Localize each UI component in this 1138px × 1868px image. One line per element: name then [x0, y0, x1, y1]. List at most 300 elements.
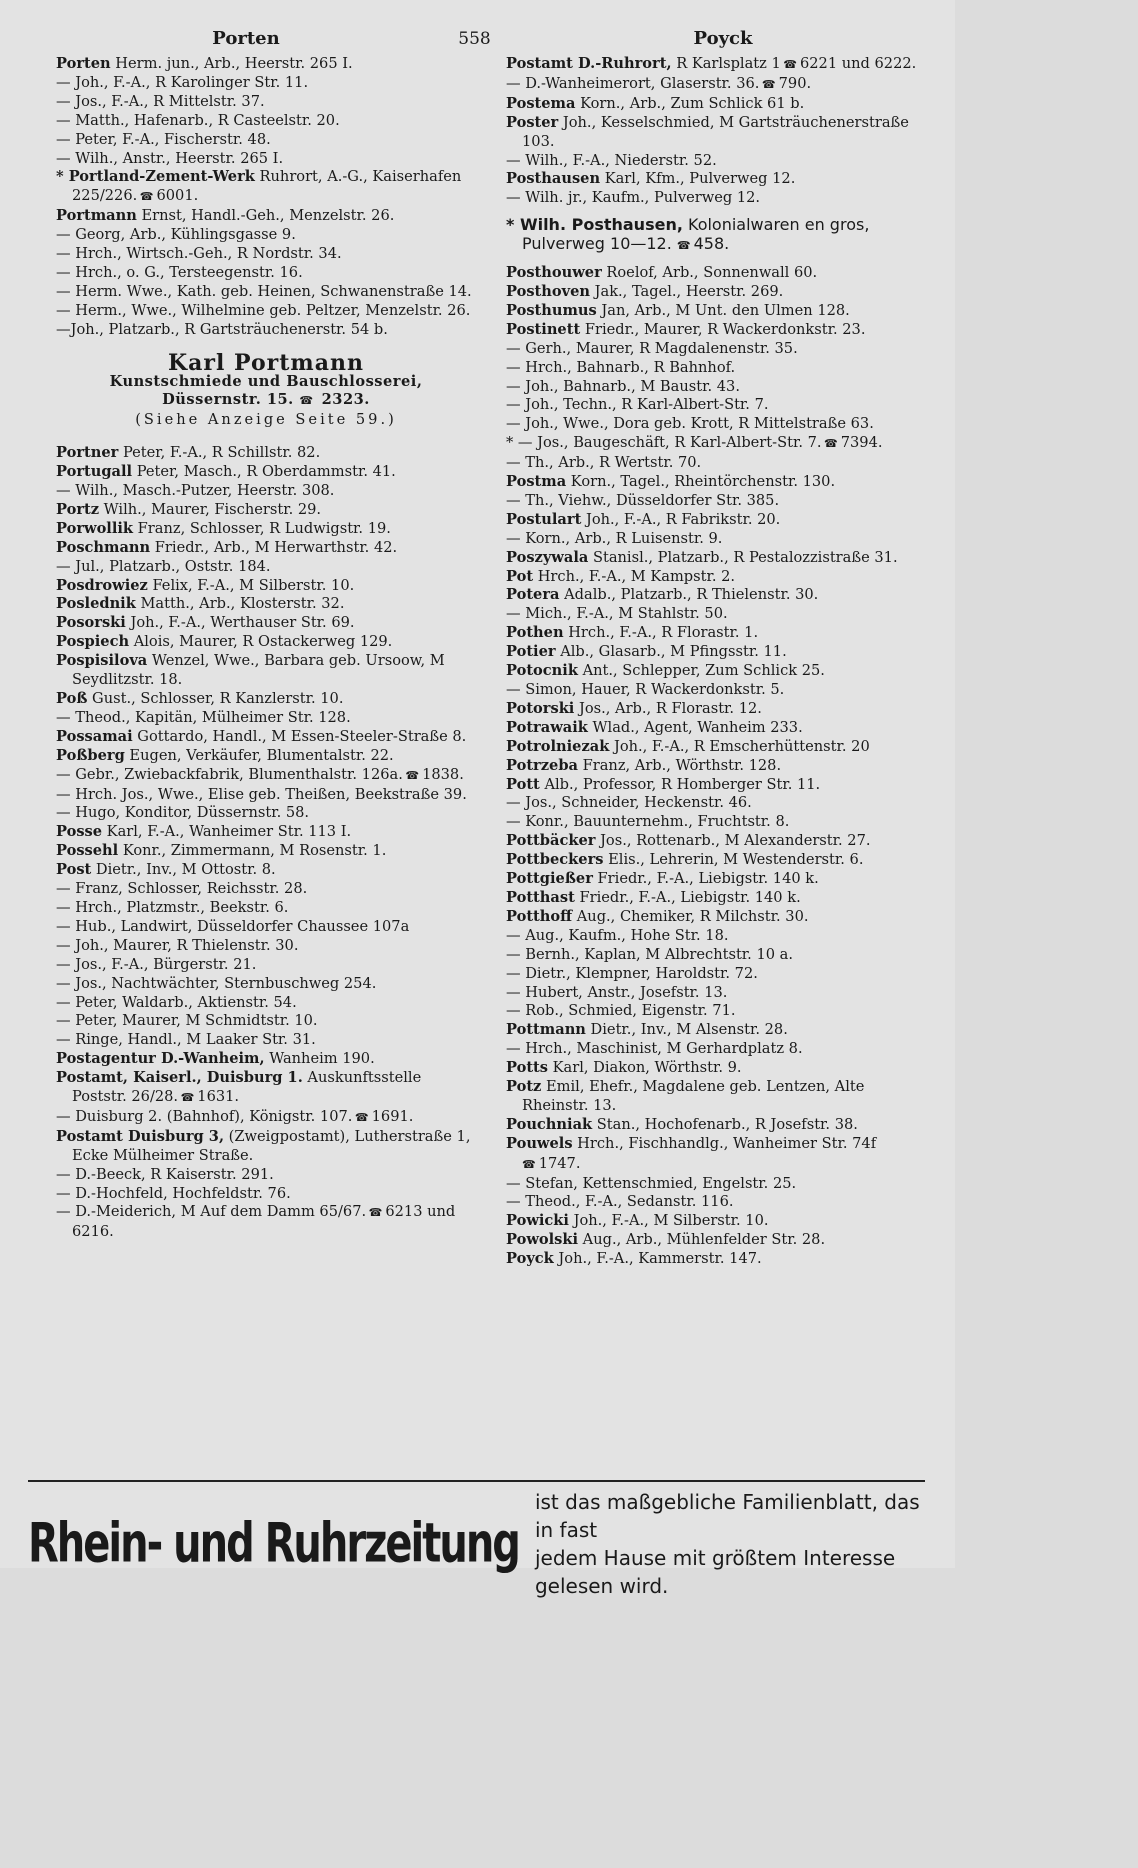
telephone-icon: ☎	[352, 1110, 368, 1124]
entry-details: — D.-Meiderich, M Auf dem Damm 65/67.	[56, 1203, 367, 1221]
directory-entry	[56, 1203, 476, 1242]
entry-surname: Potrzeba	[506, 756, 578, 774]
entry-surname: Postamt, Kaiserl., Duisburg 1.	[56, 1069, 303, 1087]
directory-entry	[506, 95, 926, 114]
entry-details: — Th., Viehw., Düsseldorfer Str. 385.	[506, 491, 780, 509]
directory-entry	[506, 719, 926, 738]
directory-entry	[56, 766, 476, 786]
entry-surname: Pott	[506, 775, 540, 793]
directory-entry	[56, 899, 476, 918]
entry-surname: Postinett	[506, 320, 581, 338]
directory-entry	[506, 813, 926, 832]
entry-details: — Konr., Bauunternehm., Fruchtstr. 8.	[506, 813, 790, 831]
directory-entry	[506, 340, 926, 359]
entry-surname: Pouwels	[506, 1134, 573, 1152]
directory-entry	[56, 994, 476, 1013]
entry-details: Karl, Kfm., Pulverweg 12.	[600, 170, 796, 188]
entry-details: Franz, Arb., Wörthstr. 128.	[577, 756, 782, 774]
entry-details: — Wilh., F.-A., Niederstr. 52.	[506, 151, 717, 169]
entry-details: R Karlsplatz 1	[671, 55, 781, 72]
entry-details: Friedr., F.-A., Liebigstr. 140 k.	[592, 870, 819, 888]
entry-surname: Posthausen	[506, 170, 601, 188]
entry-details: — Th., Arb., R Wertstr. 70.	[506, 454, 702, 472]
entry-phone: 790.	[778, 74, 812, 92]
entry-details: Ruhrort, A.-G., Kaiserhafen 225/226.	[72, 168, 462, 205]
entry-details: — Wilh., Anstr., Heerstr. 265 I.	[56, 149, 284, 167]
entry-details: Aug., Arb., Mühlenfelder Str. 28.	[578, 1231, 826, 1249]
entry-details: (Zweigpostamt), Lutherstraße 1, Ecke Mülheimer Straße.	[72, 1127, 471, 1164]
directory-entry	[506, 889, 926, 908]
entry-details: Hrch., F.-A., R Florastr. 1.	[563, 624, 759, 642]
entry-details: — Gebr., Zwiebackfabrik, Blumenthalstr. 126a.	[56, 765, 403, 783]
entry-details: — Hugo, Konditor, Düssernstr. 58.	[56, 804, 310, 822]
entry-phone: 1838.	[422, 765, 464, 783]
ad-reference: (Siehe Anzeige Seite 59.)	[135, 411, 397, 429]
directory-entry	[56, 956, 476, 975]
entry-details: Wenzel, Wwe., Barbara geb. Ursoow, M Seydlitzstr. 18.	[72, 652, 445, 689]
right-column	[506, 55, 926, 1269]
directory-entry	[506, 605, 926, 624]
directory-entry	[56, 786, 476, 805]
entry-details: Joh., F.-A., Kammerstr. 147.	[553, 1250, 762, 1268]
entry-details: — Hrch., o. G., Tersteegenstr. 16.	[56, 263, 303, 281]
directory-entry	[506, 984, 926, 1003]
directory-entry	[506, 908, 926, 927]
entry-details: — Jos., F.-A., R Mittelstr. 37.	[56, 92, 265, 110]
entry-surname: Posdrowiez	[56, 576, 148, 594]
columns	[56, 55, 933, 1269]
entry-surname: Porwollik	[56, 519, 134, 537]
entry-details: Peter, F.-A., R Schillstr. 82.	[118, 444, 321, 462]
directory-entry	[506, 568, 926, 587]
directory-entry	[506, 396, 926, 415]
telephone-icon: ☎	[780, 58, 796, 71]
entry-details: Friedr., F.-A., Liebigstr. 140 k.	[574, 888, 801, 906]
posthausen-advertisement	[506, 216, 926, 256]
directory-entry	[506, 1059, 926, 1078]
entry-surname: Pottbeckers	[506, 851, 604, 869]
entry-details: Roelof, Arb., Sonnenwall 60.	[601, 264, 818, 282]
directory-entry	[56, 264, 476, 283]
entry-details: Emil, Ehefr., Magdalene geb. Lentzen, Alte Rheinstr. 13.	[522, 1078, 865, 1114]
directory-entry	[56, 975, 476, 994]
directory-entry	[506, 473, 926, 492]
entry-details: — Herm., Wwe., Wilhelmine geb. Peltzer, Menzelstr. 26.	[56, 301, 471, 319]
entry-details: Dietr., Inv., M Ottostr. 8.	[91, 861, 276, 879]
latin-ad-name: * Wilh. Posthausen,	[506, 215, 683, 235]
directory-entry	[506, 965, 926, 984]
entry-details: Wanheim 190.	[264, 1050, 375, 1068]
entry-surname: Pospiech	[56, 633, 130, 651]
directory-entry	[506, 832, 926, 851]
directory-entry	[56, 93, 476, 112]
directory-entry	[506, 114, 926, 152]
entry-surname: Pothen	[506, 624, 564, 642]
directory-entry	[56, 861, 476, 880]
entry-details: — Wilh. jr., Kaufm., Pulverweg 12.	[506, 189, 761, 207]
entry-details: — Hrch., Wirtsch.-Geh., R Nordstr. 34.	[56, 245, 342, 263]
directory-entry	[506, 586, 926, 605]
entry-surname: Potier	[506, 643, 556, 661]
telephone-icon: ☎	[676, 239, 690, 253]
entry-details: — Duisburg 2. (Bahnhof), Königstr. 107.	[56, 1107, 353, 1125]
entry-details: — Simon, Hauer, R Wackerdonkstr. 5.	[506, 681, 785, 698]
entry-surname: Pottbäcker	[506, 832, 596, 850]
entry-phone: 1631.	[197, 1088, 240, 1106]
entry-details: Stan., Hochofenarb., R Josefstr. 38.	[592, 1115, 858, 1133]
directory-entry	[506, 152, 926, 171]
directory-entry	[506, 662, 926, 681]
directory-entry	[506, 1212, 926, 1231]
directory-entry	[56, 842, 476, 861]
entry-details: Alb., Glasarb., M Pfingsstr. 11.	[555, 643, 787, 661]
entry-details: — Matth., Hafenarb., R Casteelstr. 20.	[56, 111, 340, 129]
slogan-line1: ist das maßgebliche Familienblatt, das in fast	[534, 1490, 920, 1542]
entry-details: — Franz, Schlosser, Reichsstr. 28.	[56, 880, 308, 898]
directory-entry	[506, 1231, 926, 1250]
directory-entry	[506, 55, 926, 75]
entry-details: — Hrch., Bahnarb., R Bahnhof.	[506, 358, 736, 376]
entry-details: — Jos., F.-A., Bürgerstr. 21.	[56, 955, 257, 973]
entry-surname: Post	[56, 861, 92, 879]
entry-phone: 1747.	[538, 1154, 581, 1172]
entry-details: Joh., F.-A., Werthauser Str. 69.	[125, 614, 355, 632]
entry-details: Joh., F.-A., M Silberstr. 10.	[568, 1212, 769, 1230]
directory-entry	[56, 55, 476, 74]
entry-details: — Rob., Schmied, Eigenstr. 71.	[506, 1002, 736, 1020]
directory-entry	[56, 558, 476, 577]
entry-surname: Posthoven	[506, 282, 590, 300]
directory-entry	[56, 131, 476, 150]
directory-entry	[506, 700, 926, 719]
directory-entry	[56, 520, 476, 539]
latin-ad-text: Kolonialwaren en gros, Pulverweg 10—12.	[522, 215, 870, 254]
slogan-line2: jedem Hause mit größtem Interesse gelesen wird.	[534, 1546, 896, 1598]
directory-entry	[56, 918, 476, 937]
entry-details: Herm. jun., Arb., Heerstr. 265 I.	[110, 55, 353, 72]
entry-details: — Aug., Kaufm., Hohe Str. 18.	[506, 926, 729, 944]
left-running-head: Porten	[212, 28, 280, 49]
entry-details: Konr., Zimmermann, M Rosenstr. 1.	[118, 842, 387, 860]
ad-line2	[56, 391, 476, 411]
entry-phone: 6213 und 6216.	[72, 1203, 456, 1241]
entry-details: Eugen, Verkäufer, Blumentalstr. 22.	[124, 746, 394, 764]
entry-details: Gottardo, Handl., M Essen-Steeler-Straße 8.	[132, 727, 467, 745]
directory-entry	[56, 652, 476, 690]
telephone-icon: ☎	[137, 190, 153, 204]
entry-surname: Poschmann	[56, 538, 151, 556]
entry-details: — Peter, F.-A., Fischerstr. 48.	[56, 130, 271, 148]
entry-surname: Posthouwer	[506, 264, 602, 282]
directory-entry	[506, 170, 926, 189]
entry-details: — Theod., F.-A., Sedanstr. 116.	[506, 1193, 734, 1211]
directory-entry	[506, 776, 926, 795]
entry-details: — Jos., Schneider, Heckenstr. 46.	[506, 794, 752, 812]
entry-surname: Potrolniezak	[506, 737, 610, 755]
entry-details: Wilh., Maurer, Fischerstr. 29.	[99, 500, 322, 518]
directory-entry	[56, 1108, 476, 1128]
directory-entry	[506, 511, 926, 530]
entry-surname: Powolski	[506, 1231, 579, 1249]
telephone-icon: ☎	[299, 394, 313, 408]
entry-surname: Portz	[56, 500, 100, 518]
telephone-icon: ☎	[178, 1091, 194, 1105]
entry-surname: Postma	[506, 473, 567, 491]
directory-entry	[506, 851, 926, 870]
entry-details: — Jos., Nachtwächter, Sternbuschweg 254.	[56, 974, 377, 992]
directory-entry	[56, 302, 476, 321]
directory-entry	[506, 1193, 926, 1212]
directory-entry	[56, 633, 476, 652]
entry-details: — Peter, Waldarb., Aktienstr. 54.	[56, 993, 297, 1011]
entry-details: Ant., Schlepper, Zum Schlick 25.	[577, 662, 825, 680]
directory-entry	[506, 946, 926, 965]
entry-details: — D.-Wanheimerort, Glaserstr. 36.	[506, 74, 760, 92]
entry-details: Friedr., Arb., M Herwarthstr. 42.	[150, 538, 398, 556]
directory-entry	[56, 463, 476, 482]
directory-entry	[506, 1116, 926, 1135]
entry-details: — Joh., Techn., R Karl-Albert-Str. 7.	[506, 396, 769, 414]
entry-phone: 6001.	[156, 187, 199, 205]
entry-details: Franz, Schlosser, R Ludwigstr. 19.	[133, 519, 391, 537]
directory-entry	[506, 643, 926, 662]
entry-surname: Pottmann	[506, 1021, 586, 1039]
entry-details: — Hrch., Platzmstr., Beekstr. 6.	[56, 898, 289, 916]
entry-surname: Potthast	[506, 888, 575, 906]
entry-details: Matth., Arb., Klosterstr. 32.	[135, 595, 345, 613]
entry-details: Gust., Schlosser, R Kanzlerstr. 10.	[87, 690, 344, 707]
entry-details: Auskunftsstelle Poststr. 26/28.	[72, 1069, 422, 1106]
directory-entry	[56, 1185, 476, 1204]
directory-entry	[56, 577, 476, 596]
entry-details: Joh., F.-A., R Emscherhüttenstr. 20	[609, 737, 870, 755]
directory-entry	[506, 870, 926, 889]
entry-surname: Poßberg	[56, 746, 125, 764]
entry-details: —Joh., Platzarb., R Gartsträuchenerstr. 54 b.	[56, 320, 388, 338]
latin-ad-phone: 458.	[693, 234, 730, 254]
directory-entry	[506, 757, 926, 776]
entry-phone: 7394.	[840, 434, 883, 452]
entry-surname: Potts	[506, 1059, 549, 1077]
entry-details: — Joh., F.-A., R Karolinger Str. 11.	[56, 73, 309, 91]
directory-entry	[506, 1078, 926, 1116]
entry-details: Joh., Kesselschmied, M Gartsträuchenerstraße 103.	[522, 113, 909, 150]
entry-details: Felix, F.-A., M Silberstr. 10.	[147, 576, 355, 594]
entry-details: Hrch., F.-A., M Kampstr. 2.	[533, 567, 736, 585]
entry-details: — Joh., Wwe., Dora geb. Krott, R Mittelstraße 63.	[506, 415, 874, 433]
entry-details: — Hub., Landwirt, Düsseldorfer Chaussee 107a	[56, 917, 410, 935]
directory-entry	[56, 539, 476, 558]
entry-details: Adalb., Platzarb., R Thielenstr. 30.	[559, 586, 819, 604]
left-entries-continued	[56, 444, 476, 1242]
page-number: 558	[458, 29, 491, 49]
telephone-icon: ☎	[522, 1157, 535, 1171]
entry-details: Ernst, Handl.-Geh., Menzelstr. 26.	[136, 207, 395, 225]
entry-surname: Postema	[506, 94, 576, 112]
directory-entry	[506, 530, 926, 549]
newspaper-ad-footer	[28, 1480, 925, 1600]
entry-surname: Pot	[506, 567, 534, 585]
directory-entry	[56, 226, 476, 245]
directory-entry	[56, 321, 476, 340]
entry-details: — Georg, Arb., Kühlingsgasse 9.	[56, 226, 296, 244]
directory-entry	[506, 1250, 926, 1269]
entry-details: — Peter, Maurer, M Schmidtstr. 10.	[56, 1012, 318, 1030]
entry-details: Korn., Arb., Zum Schlick 61 b.	[575, 94, 805, 112]
entry-details: Alb., Professor, R Homberger Str. 11.	[539, 775, 821, 793]
directory-entry	[56, 501, 476, 520]
entry-details: — Wilh., Masch.-Putzer, Heerstr. 308.	[56, 482, 335, 500]
directory-entry	[56, 150, 476, 169]
directory-entry	[506, 492, 926, 511]
entry-details: — Hubert, Anstr., Josefstr. 13.	[506, 983, 728, 1001]
entry-phone: 6221 und 6222.	[799, 55, 917, 72]
directory-entry	[56, 595, 476, 614]
entry-details: Joh., F.-A., R Fabrikstr. 20.	[581, 510, 781, 528]
directory-entry	[506, 415, 926, 434]
entry-details: Friedr., Maurer, R Wackerdonkstr. 23.	[580, 320, 866, 338]
directory-entry	[506, 624, 926, 643]
entry-details: Aug., Chemiker, R Milchstr. 30.	[572, 907, 809, 925]
entry-details: Hrch., Fischhandlg., Wanheimer Str. 74f	[572, 1134, 877, 1152]
ad-phone: 2323.	[321, 391, 370, 409]
entry-details: — Dietr., Klempner, Haroldstr. 72.	[506, 964, 758, 982]
entry-surname: Poslednik	[56, 595, 136, 613]
directory-entry	[506, 1040, 926, 1059]
directory-entry	[56, 1166, 476, 1185]
entry-surname: Poyck	[506, 1250, 554, 1268]
directory-entry	[56, 614, 476, 633]
entry-surname: Posthumus	[506, 301, 597, 319]
entry-details: — Joh., Bahnarb., M Baustr. 43.	[506, 377, 740, 395]
directory-entry	[56, 728, 476, 747]
entry-surname: Possehl	[56, 842, 119, 860]
directory-entry	[56, 283, 476, 302]
entry-details: Alois, Maurer, R Ostackerweg 129.	[129, 633, 393, 651]
entry-surname: Possamai	[56, 727, 133, 745]
directory-entry	[56, 207, 476, 226]
entry-details: Jos., Arb., R Florastr. 12.	[574, 699, 762, 717]
entry-surname: Potera	[506, 586, 560, 604]
directory-entry	[56, 1012, 476, 1031]
entry-surname: Postamt D.-Ruhrort,	[506, 55, 672, 72]
directory-entry	[56, 1069, 476, 1108]
entry-details: — Herm. Wwe., Kath. geb. Heinen, Schwanenstraße 14.	[56, 282, 472, 300]
directory-entry	[506, 454, 926, 473]
entry-surname: Pospisilova	[56, 652, 148, 670]
entry-details: Jak., Tagel., Heerstr. 269.	[590, 282, 784, 300]
entry-phone: 1691.	[371, 1107, 414, 1125]
directory-entry	[506, 434, 926, 454]
entry-surname: Posorski	[56, 614, 126, 632]
entry-surname: Postamt Duisburg 3,	[56, 1127, 225, 1145]
entry-surname: Potz	[506, 1078, 542, 1096]
directory-entry	[506, 283, 926, 302]
entry-details: — Jul., Platzarb., Oststr. 184.	[56, 557, 271, 575]
directory-entry	[506, 1175, 926, 1194]
telephone-icon: ☎	[759, 77, 775, 91]
directory-entry	[506, 321, 926, 340]
directory-entry	[506, 302, 926, 321]
entry-surname: Potthoff	[506, 907, 573, 925]
entry-details: — Joh., Maurer, R Thielenstr. 30.	[56, 936, 299, 954]
directory-entry	[56, 937, 476, 956]
entry-surname: Portugall	[56, 463, 133, 481]
entry-surname: Postagentur D.-Wanheim,	[56, 1050, 265, 1068]
directory-entry	[56, 1050, 476, 1069]
directory-entry	[56, 482, 476, 501]
directory-entry	[506, 264, 926, 283]
left-entries	[56, 55, 476, 340]
directory-entry	[506, 794, 926, 813]
entry-details: Stanisl., Platzarb., R Pestalozzistraße 31.	[588, 548, 898, 566]
right-entries-continued	[506, 264, 926, 1269]
telephone-icon: ☎	[821, 437, 837, 451]
directory-entry	[56, 747, 476, 766]
entry-details: Karl, Diakon, Wörthstr. 9.	[548, 1059, 742, 1077]
directory-entry	[56, 823, 476, 842]
entry-surname: Potrawaik	[506, 718, 588, 736]
ad-address: Düssernstr. 15.	[162, 391, 294, 409]
entry-details: — D.-Beeck, R Kaiserstr. 291.	[56, 1165, 274, 1183]
directory-entry	[506, 1135, 926, 1175]
entry-details: — Hrch., Maschinist, M Gerhardplatz 8.	[506, 1040, 803, 1058]
portmann-advertisement	[56, 349, 476, 431]
directory-entry	[506, 359, 926, 378]
directory-entry	[506, 378, 926, 397]
entry-details: — Bernh., Kaplan, M Albrechtstr. 10 a.	[506, 945, 794, 963]
entry-surname: Poster	[506, 113, 559, 131]
directory-entry	[506, 927, 926, 946]
entry-surname: Poszywala	[506, 548, 589, 566]
telephone-icon: ☎	[366, 1206, 382, 1220]
directory-entry	[506, 681, 926, 700]
directory-entry	[56, 690, 476, 709]
directory-entry	[506, 549, 926, 568]
ad-line1: Kunstschmiede und Bauschlosserei,	[109, 372, 423, 390]
entry-surname: Posse	[56, 823, 103, 841]
directory-entry	[56, 1031, 476, 1050]
entry-details: — Hrch. Jos., Wwe., Elise geb. Theißen, Beekstraße 39.	[56, 785, 467, 803]
entry-details: — Korn., Arb., R Luisenstr. 9.	[506, 529, 723, 547]
entry-details: Karl, F.-A., Wanheimer Str. 113 I.	[102, 823, 352, 841]
entry-surname: Pouchniak	[506, 1115, 593, 1133]
entry-details: Jos., Rottenarb., M Alexanderstr. 27.	[595, 832, 871, 850]
entry-surname: Poß	[56, 690, 88, 707]
directory-entry	[56, 168, 476, 207]
entry-surname: Portmann	[56, 207, 137, 225]
entry-details: — Theod., Kapitän, Mülheimer Str. 128.	[56, 708, 351, 726]
directory-entry	[506, 1002, 926, 1021]
entry-details: Wlad., Agent, Wanheim 233.	[587, 718, 803, 736]
page-header	[56, 28, 933, 49]
entry-details: — D.-Hochfeld, Hochfeldstr. 76.	[56, 1184, 291, 1202]
entry-details: Jan, Arb., M Unt. den Ulmen 128.	[596, 301, 850, 319]
left-column	[56, 55, 476, 1269]
entry-details: Dietr., Inv., M Alsenstr. 28.	[585, 1021, 788, 1039]
telephone-icon: ☎	[402, 768, 419, 782]
ad-name: Karl Portmann	[168, 349, 364, 376]
directory-entry	[56, 709, 476, 728]
entry-surname: * Portland-Zement-Werk	[56, 168, 255, 186]
directory-entry	[56, 804, 476, 823]
entry-surname: Potocnik	[506, 662, 578, 680]
entry-surname: Powicki	[506, 1212, 569, 1230]
directory-entry	[56, 444, 476, 463]
entry-surname: Pottgießer	[506, 870, 593, 888]
entry-surname: Portner	[56, 444, 119, 462]
entry-details: — Mich., F.-A., M Stahlstr. 50.	[506, 605, 728, 623]
